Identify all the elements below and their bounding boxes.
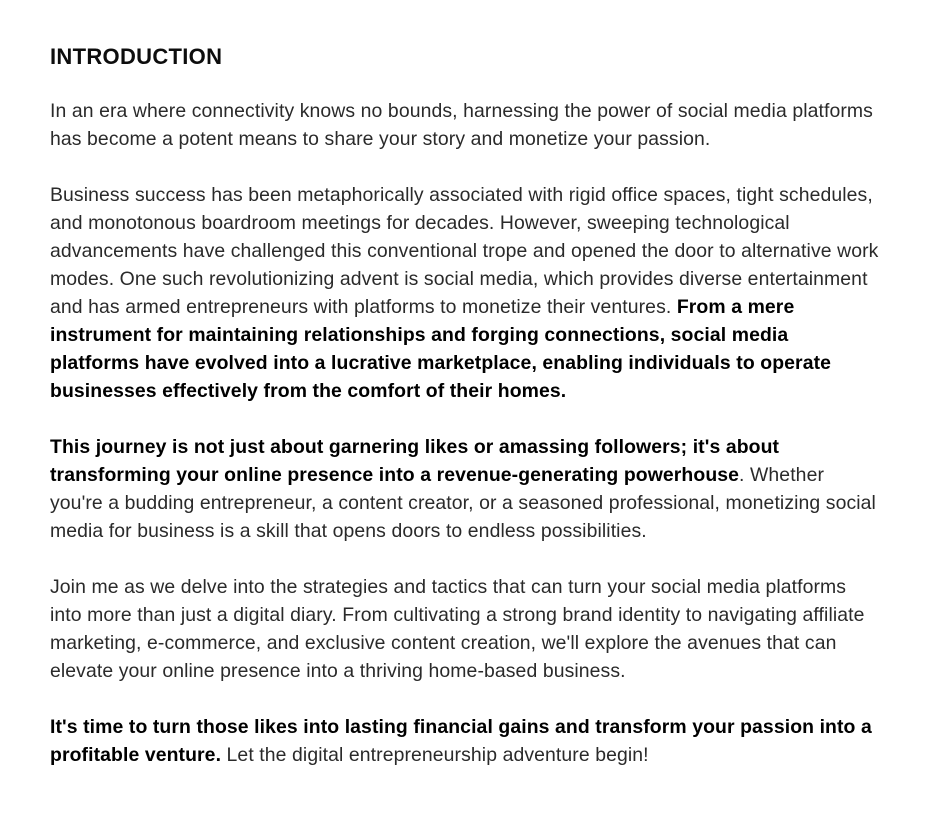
document-title: INTRODUCTION: [50, 44, 223, 69]
paragraph: [50, 97, 882, 153]
text-segment: . Whether you're a budding entrepreneur, a content creator, or a seasoned professional, monetizing social media for business is a skill that opens doors to endless possibilities.: [50, 464, 876, 542]
text-segment: In an era where connectivity knows no bounds, harnessing the power of social media platforms has become a potent means to share your story and monetize your passion.: [50, 100, 873, 150]
paragraph: [50, 713, 882, 769]
paragraph: [50, 573, 882, 685]
paragraph: [50, 181, 882, 405]
document-body: [50, 97, 882, 769]
text-segment: Join me as we delve into the strategies and tactics that can turn your social media platforms into more than just a digital diary. From cultivating a strong brand identity to navigating affiliate marketing, e-commerce, and exclusive content creation, we'll explore the avenues that can elevate your online presence into a thriving home-based business.: [50, 576, 865, 682]
text-segment: Let the digital entrepreneurship adventure begin!: [221, 744, 649, 766]
paragraph: [50, 433, 882, 545]
bold-text-segment: From a mere instrument for maintaining relationships and forging connections, social media platforms have evolved into a lucrative marketplace, enabling individuals to operate businesses effectively from the comfort of their homes.: [50, 296, 832, 402]
bold-text-segment: This journey is not just about garnering likes or amassing followers; it's about transforming your online presence into a revenue-generating powerhouse: [50, 436, 780, 486]
bold-text-segment: It's time to turn those likes into lasting financial gains and transform your passion into a profitable venture.: [50, 716, 872, 766]
text-segment: Business success has been metaphorically associated with rigid office spaces, tight schedules, and monotonous boardroom meetings for decades. However, sweeping technological advancements have challenged this conventional trope and opened the door to alternative work modes. One such revolutionizing advent is social media, which provides diverse entertainment and has armed entrepreneurs with platforms to monetize their ventures.: [50, 184, 879, 318]
